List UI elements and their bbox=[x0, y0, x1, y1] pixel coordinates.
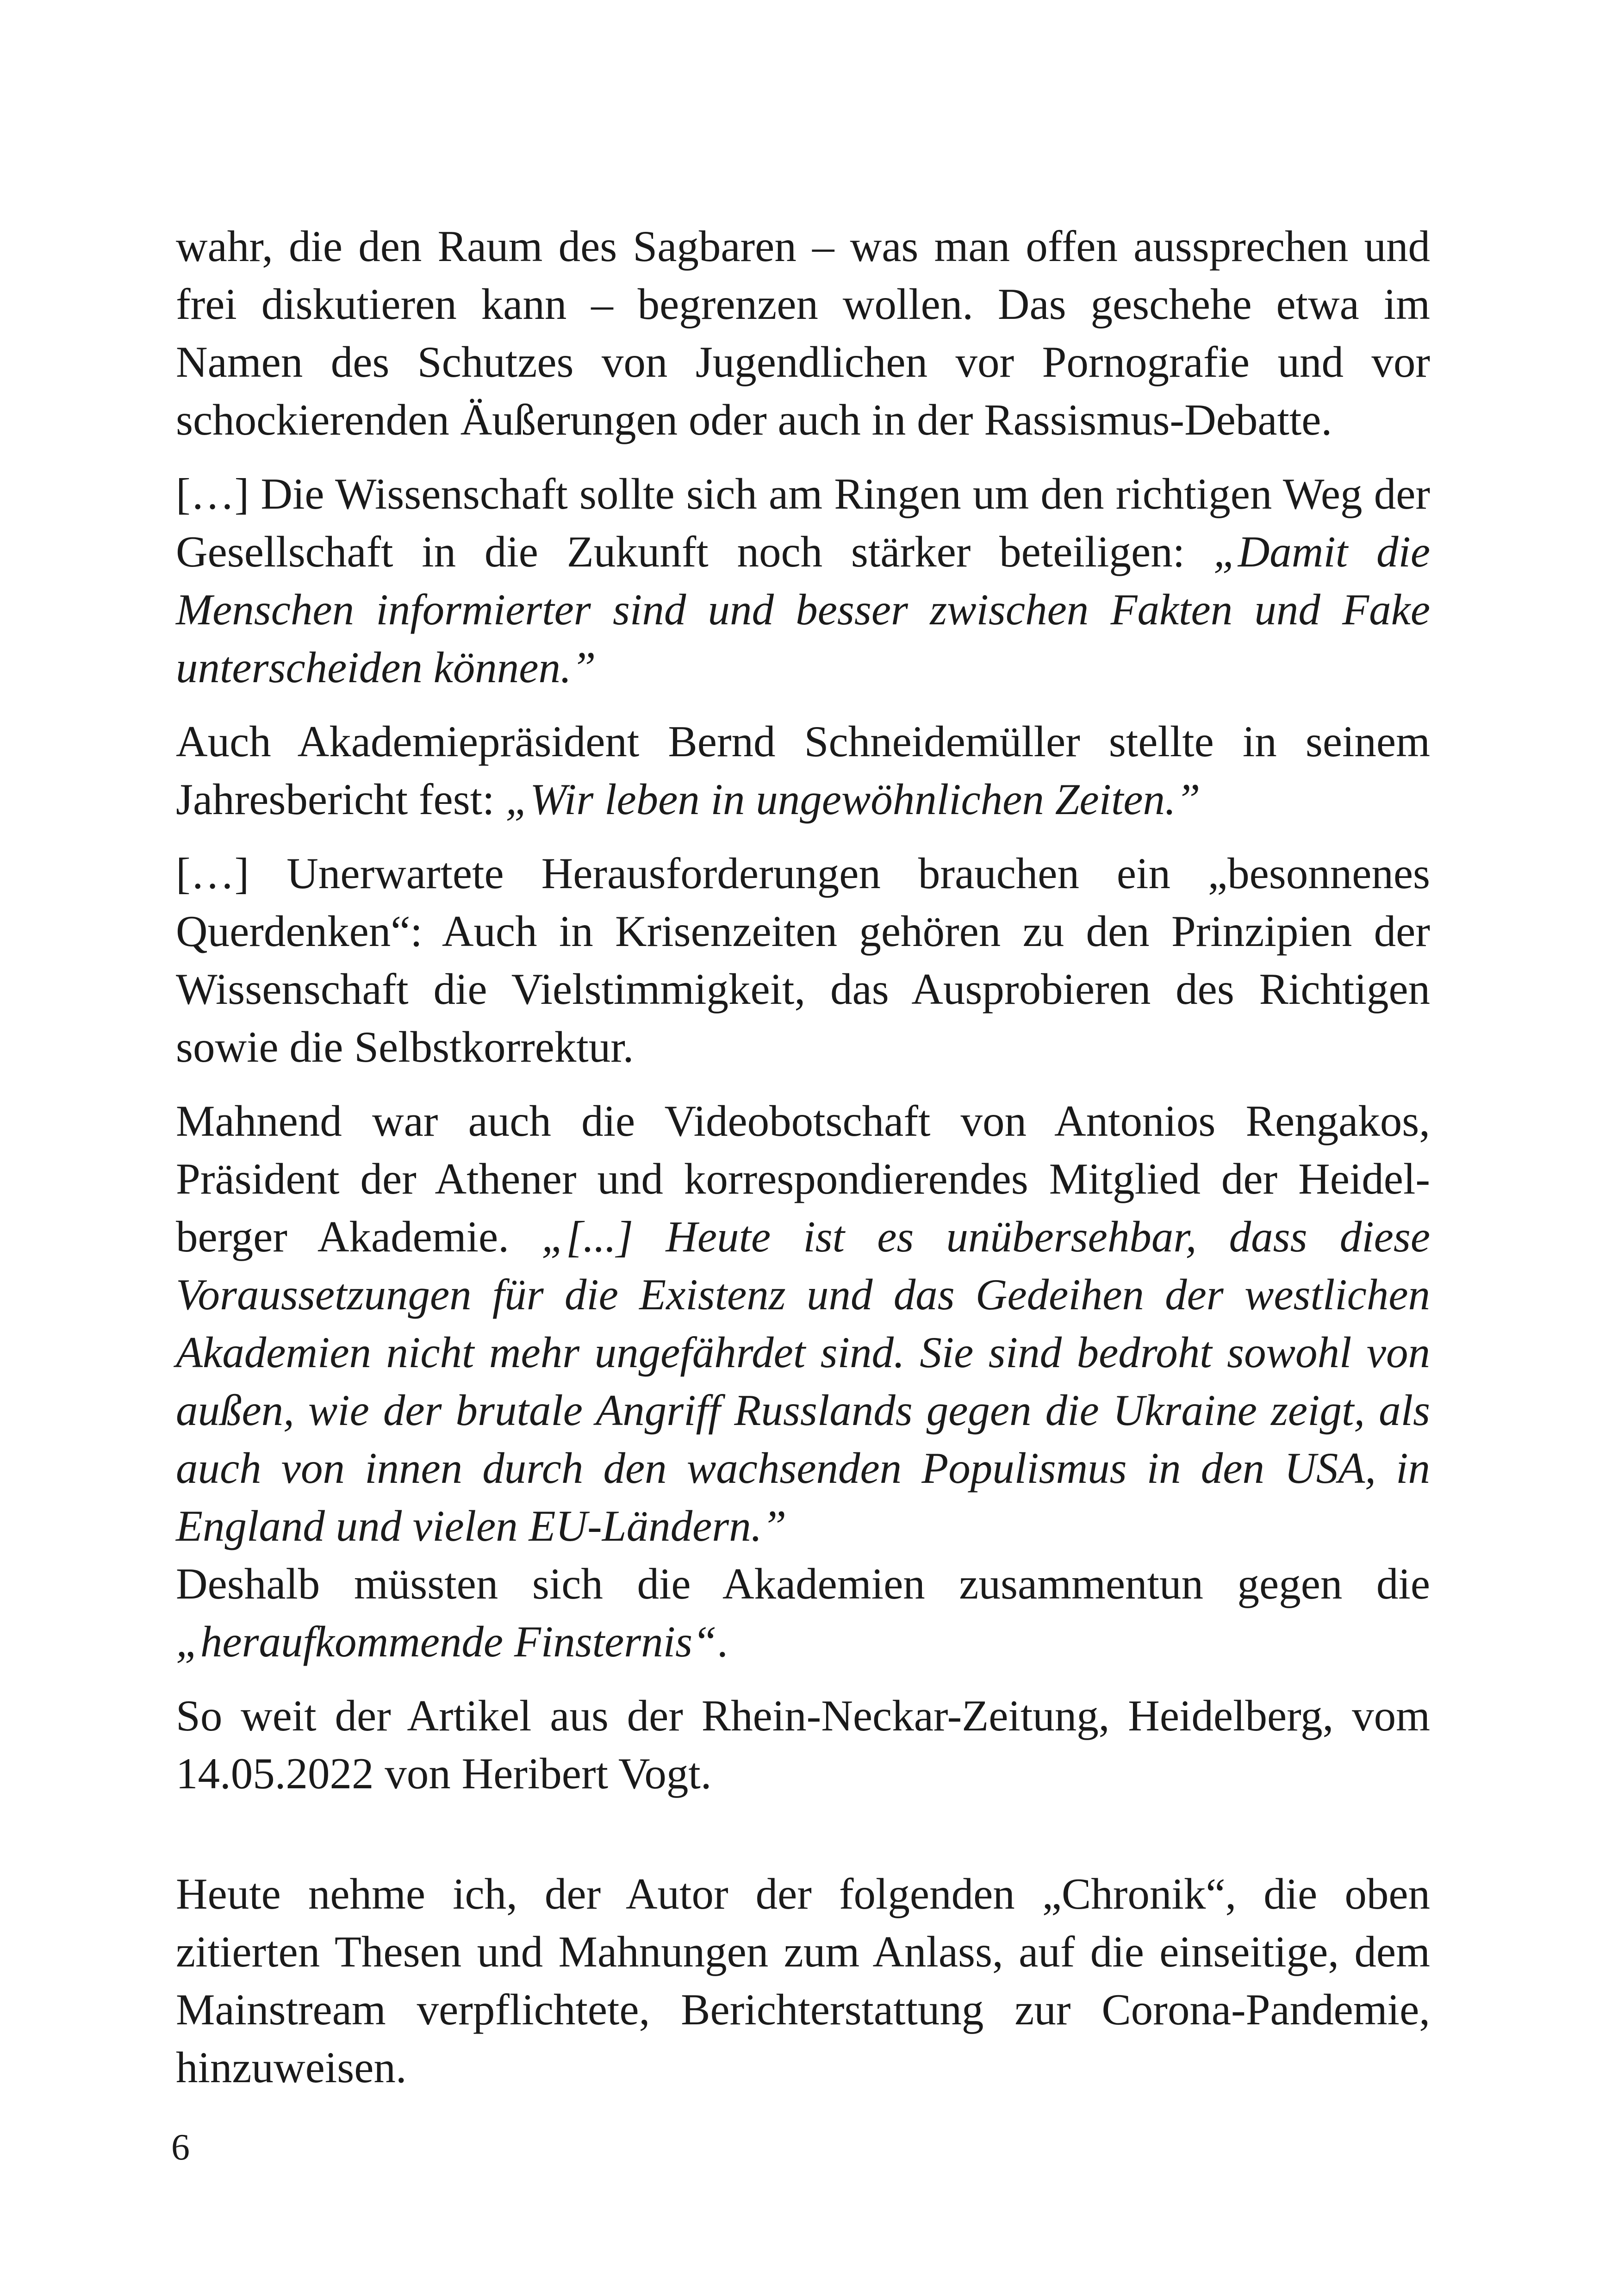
paragraph-akademiepraesident bbox=[176, 713, 1430, 828]
quote-text: „Damit die Menschen informierter sind und besser zwischen Fakten und Fake unterscheiden können.” bbox=[176, 527, 1430, 692]
paragraph-sagbaren bbox=[176, 218, 1430, 449]
paragraph-chronik bbox=[176, 1865, 1430, 2097]
quote-text: „Wir leben in ungewöhnlichen Zeiten.” bbox=[505, 775, 1201, 824]
paragraph-text: Mahnend war auch die Videobotschaft von Antonios Rengakos, Präsident der Athener und korrespondierendes Mitglied der Heidelberger Akademie. bbox=[176, 1096, 1430, 1261]
paragraph-akademien-zusammentun bbox=[176, 1555, 1430, 1671]
quote-text: „[...] Heute ist es unübersehbar, dass diese Voraussetzungen für die Existenz und das Gedeihen der westlichen Akademien nicht mehr ungefährdet sind. Sie sind bedroht sowohl von außen, wie der brutale Angriff Russlands gegen die Ukraine zeigt, als auch von innen durch den wachsenden Populismus in den USA, in England und vielen EU-Ländern.” bbox=[176, 1212, 1430, 1550]
paragraph-text: Deshalb müssten sich die Akademien zusammentun gegen die bbox=[176, 1559, 1430, 1608]
paragraph-text: […] Die Wissenschaft sollte sich am Ringen um den richtigen Weg der Gesellschaft in die Zukunft noch stärker beteiligen: bbox=[176, 469, 1430, 576]
page-body bbox=[176, 218, 1430, 2113]
paragraph-text: […] Unerwartete Herausforderungen brauchen ein „besonnenes Querdenken“: Auch in Krisenzeiten gehören zu den Prinzipien der Wissenschaft die Vielstimmigkeit, das Ausprobieren des Richtigen sowie die Selbstkorrektur. bbox=[176, 849, 1430, 1071]
paragraph-herausforderungen bbox=[176, 845, 1430, 1076]
paragraph-artikel-quelle bbox=[176, 1687, 1430, 1803]
paragraph-wissenschaft bbox=[176, 465, 1430, 697]
paragraph-text: Auch Akademiepräsident Bernd Schneidemüller stellte in seinem Jahresbericht fest: bbox=[176, 717, 1430, 824]
paragraph-text: Heute nehme ich, der Autor der folgenden „Chronik“, die oben zitierten Thesen und Mahnungen zum Anlass, auf die einseitige, dem Mainstream verpflichtete, Berichterstattung zur Corona-Pandemie, hinzuweisen. bbox=[176, 1869, 1430, 2092]
paragraph-text: So weit der Artikel aus der Rhein-Neckar-Zeitung, Heidelberg, vom 14.05.2022 von Heribert Vogt. bbox=[176, 1691, 1430, 1798]
page-number: 6 bbox=[171, 2127, 190, 2168]
paragraph-videobotschaft bbox=[176, 1092, 1430, 1555]
quote-text: „heraufkommende Finsternis“ bbox=[176, 1617, 717, 1666]
paragraph-text: wahr, die den Raum des Sagbaren – was man offen aussprechen und frei diskutieren kann – begrenzen wollen. Das geschehe etwa im Namen des Schutzes von Jugendlichen vor Pornografie und vor schockierenden Äußerungen oder auch in der Rassismus-Debatte. bbox=[176, 222, 1430, 444]
paragraph-text: . bbox=[716, 1617, 728, 1666]
